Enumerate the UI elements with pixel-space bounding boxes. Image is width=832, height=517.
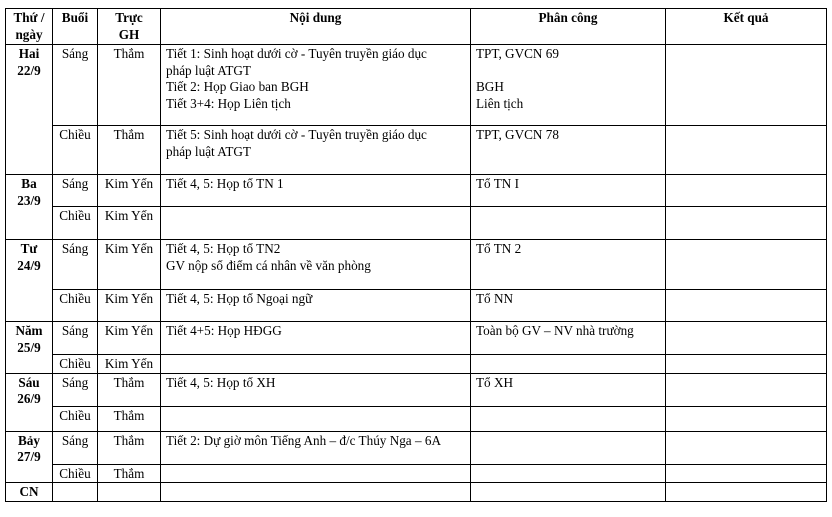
content-line: Tiết 2: Dự giờ môn Tiếng Anh – đ/c Thúy Nga – 6A [166, 432, 441, 448]
result-cell [666, 464, 827, 483]
result-cell [666, 373, 827, 406]
content-line: pháp luật ATGT [166, 143, 251, 159]
schedule-row [6, 322, 827, 355]
assignment-line: TPT, GVCN 78 [476, 127, 559, 142]
result-cell [666, 290, 827, 322]
content-line: Tiết 4, 5: Họp tổ TN2 [166, 241, 281, 256]
session-cell [53, 483, 98, 502]
header-session: Buổi [53, 9, 98, 45]
header-assignment: Phân công [471, 9, 666, 45]
content-cell [161, 45, 471, 126]
weekly-schedule-table [5, 8, 827, 502]
duty-cell: Thắm [98, 406, 161, 431]
assignment-cell [471, 207, 666, 240]
schedule-row [6, 483, 827, 502]
day-date: 23/9 [17, 192, 41, 208]
assignment-cell [471, 290, 666, 322]
result-cell [666, 483, 827, 502]
day-date: 26/9 [17, 391, 41, 406]
duty-cell [98, 483, 161, 502]
day-date: 25/9 [17, 339, 41, 355]
content-cell [161, 464, 471, 483]
session-cell: Chiều [53, 207, 98, 240]
session-cell: Sáng [53, 175, 98, 207]
duty-cell: Kim Yến [98, 322, 161, 355]
session-cell: Chiều [53, 290, 98, 322]
content-cell [161, 126, 471, 175]
assignment-cell [471, 373, 666, 406]
content-line: Tiết 5: Sinh hoạt dưới cờ - Tuyên truyền giáo dục [166, 127, 427, 142]
content-line: Tiết 4+5: Họp HĐGG [166, 323, 282, 338]
content-line: Tiết 4, 5: Họp tổ TN 1 [166, 176, 284, 191]
day-cell [6, 431, 53, 483]
schedule-row [6, 207, 827, 240]
header-content: Nội dung [161, 9, 471, 45]
duty-cell: Kim Yến [98, 240, 161, 290]
schedule-row [6, 431, 827, 464]
result-cell [666, 322, 827, 355]
assignment-cell [471, 322, 666, 355]
header-result: Kết quả [666, 9, 827, 45]
schedule-row [6, 290, 827, 322]
session-cell: Sáng [53, 45, 98, 126]
day-cell [6, 240, 53, 322]
assignment-cell [471, 483, 666, 502]
assignment-line: Tổ TN 2 [476, 241, 522, 256]
day-cell [6, 483, 53, 502]
assignment-line: BGH [476, 79, 504, 94]
duty-cell: Kim Yến [98, 290, 161, 322]
session-cell: Chiều [53, 126, 98, 175]
assignment-cell [471, 464, 666, 483]
session-cell: Sáng [53, 373, 98, 406]
content-line: Tiết 1: Sinh hoạt dưới cờ - Tuyên truyền giáo dục [166, 46, 427, 61]
day-name: Hai [18, 46, 40, 61]
session-cell: Chiều [53, 464, 98, 483]
duty-cell: Thắm [98, 373, 161, 406]
result-cell [666, 355, 827, 374]
content-line: Tiết 4, 5: Họp tổ XH [166, 374, 276, 390]
session-cell: Sáng [53, 322, 98, 355]
assignment-line [476, 63, 660, 80]
schedule-row [6, 240, 827, 290]
header-duty-line1: Trực [115, 10, 143, 25]
result-cell [666, 175, 827, 207]
day-date: 24/9 [17, 257, 41, 273]
result-cell [666, 431, 827, 464]
header-day [6, 9, 53, 45]
assignment-cell [471, 355, 666, 374]
content-line: Tiết 2: Họp Giao ban BGH [166, 79, 309, 94]
schedule-body [6, 45, 827, 502]
assignment-cell [471, 45, 666, 126]
assignment-cell [471, 175, 666, 207]
duty-cell: Kim Yến [98, 355, 161, 374]
header-duty-line2: GH [118, 26, 140, 42]
day-date: 22/9 [17, 62, 41, 78]
duty-cell: Thắm [98, 126, 161, 175]
day-name: Năm [15, 323, 43, 338]
schedule-row [6, 45, 827, 126]
schedule-row [6, 355, 827, 374]
content-cell [161, 431, 471, 464]
content-line: GV nộp sổ điểm cá nhân về văn phòng [166, 257, 371, 273]
schedule-row [6, 373, 827, 406]
assignment-line: Tổ TN I [476, 176, 519, 191]
day-date: 27/9 [17, 449, 41, 464]
day-name: CN [19, 484, 39, 499]
header-day-line2: ngày [15, 26, 43, 42]
session-cell: Sáng [53, 431, 98, 464]
content-cell [161, 290, 471, 322]
content-line: pháp luật ATGT [166, 62, 251, 78]
assignment-cell [471, 240, 666, 290]
result-cell [666, 240, 827, 290]
content-line: Tiết 3+4: Họp Liên tịch [166, 95, 291, 111]
schedule-row [6, 126, 827, 175]
duty-cell: Thắm [98, 464, 161, 483]
header-duty [98, 9, 161, 45]
content-cell [161, 207, 471, 240]
day-cell [6, 322, 53, 374]
session-cell: Chiều [53, 355, 98, 374]
day-cell [6, 45, 53, 175]
content-cell [161, 355, 471, 374]
day-cell [6, 373, 53, 431]
day-name: Ba [21, 176, 37, 191]
session-cell: Chiều [53, 406, 98, 431]
assignment-line: Liên tịch [476, 95, 524, 111]
duty-cell: Thắm [98, 45, 161, 126]
assignment-line: Tổ NN [476, 291, 513, 306]
assignment-line: TPT, GVCN 69 [476, 46, 559, 61]
content-cell [161, 483, 471, 502]
duty-cell: Thắm [98, 431, 161, 464]
content-cell [161, 373, 471, 406]
day-name: Bảy [18, 432, 40, 448]
day-name: Tư [20, 241, 38, 256]
header-row [6, 9, 827, 45]
day-cell [6, 175, 53, 240]
content-cell [161, 240, 471, 290]
schedule-row [6, 464, 827, 483]
result-cell [666, 207, 827, 240]
schedule-row [6, 175, 827, 207]
session-cell: Sáng [53, 240, 98, 290]
content-cell [161, 175, 471, 207]
duty-cell: Kim Yến [98, 175, 161, 207]
content-cell [161, 322, 471, 355]
result-cell [666, 406, 827, 431]
header-day-line1: Thứ / [13, 10, 45, 25]
content-line: Tiết 4, 5: Họp tổ Ngoại ngữ [166, 291, 313, 306]
assignment-cell [471, 431, 666, 464]
result-cell [666, 45, 827, 126]
result-cell [666, 126, 827, 175]
duty-cell: Kim Yến [98, 207, 161, 240]
schedule-row [6, 406, 827, 431]
assignment-line: Toàn bộ GV – NV nhà trường [476, 323, 634, 338]
assignment-cell [471, 126, 666, 175]
content-cell [161, 406, 471, 431]
assignment-cell [471, 406, 666, 431]
day-name: Sáu [18, 374, 40, 390]
assignment-line: Tổ XH [476, 374, 513, 390]
